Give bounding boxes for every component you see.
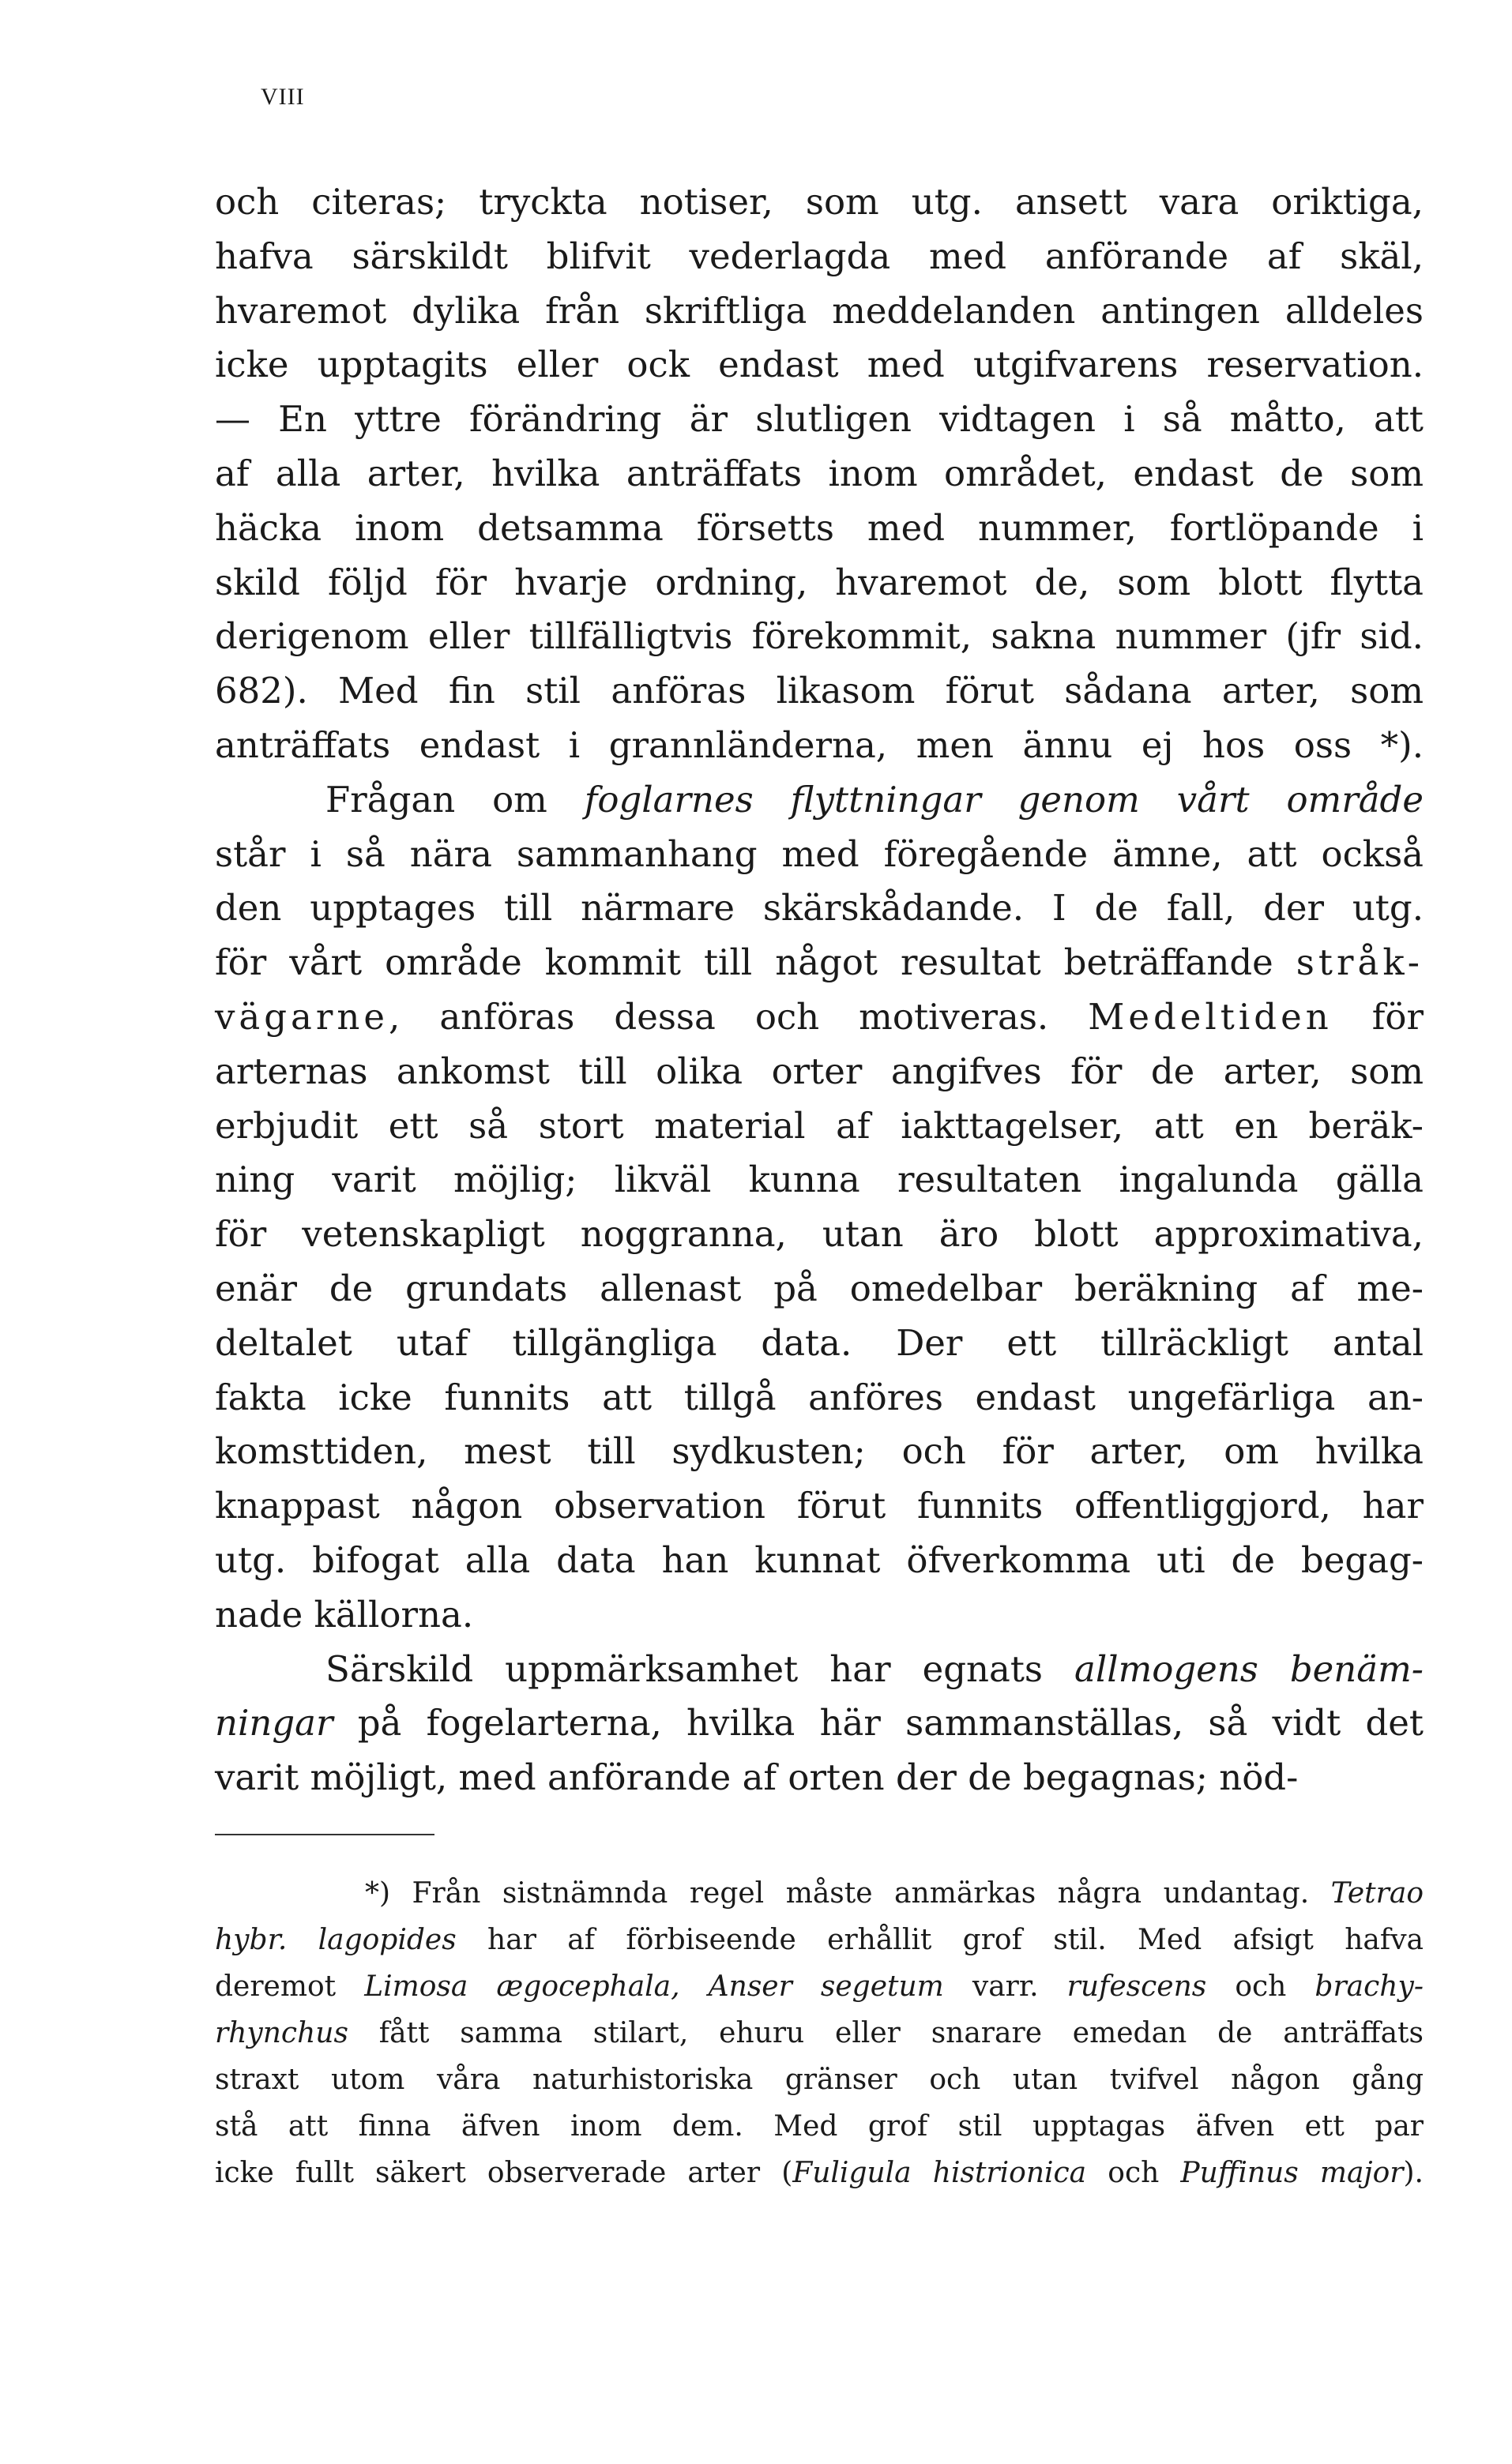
text-run: *) Från sistnämnda regel måste anmärkas några undantag. <box>365 1877 1331 1910</box>
text-line: hafva särskildt blifvit vederlagda med anförande af skäl, <box>215 235 1424 277</box>
italic-phrase: allmogens benäm- <box>1074 1647 1424 1690</box>
footnote-line <box>215 2010 1424 2056</box>
italic-taxon: Limosa ægocephala, Anser segetum <box>364 1970 944 2003</box>
italic-phrase: ningar <box>215 1702 333 1745</box>
text-line: nade källorna. <box>215 1593 474 1636</box>
page-number: VIII <box>261 84 305 110</box>
text-line: ning varit möjlig; likväl kunna resultaten ingalunda gälla <box>215 1159 1424 1201</box>
footnote-line <box>215 1917 1424 1963</box>
text-run: deremot <box>215 1970 365 2003</box>
italic-phrase: foglarnes flyttningar genom vårt område <box>584 778 1424 821</box>
text-run: , anföras dessa och motiveras. <box>389 995 1089 1038</box>
text-run: på fogelarterna, hvilka här sammanställas, så vidt det <box>333 1702 1424 1745</box>
footnote-divider <box>215 1834 434 1835</box>
italic-taxon: hybr. lagopides <box>215 1924 457 1956</box>
text-line <box>215 1643 1424 1697</box>
text-line <box>215 773 1424 828</box>
footnote-line <box>215 2056 1424 2103</box>
footnote-line <box>215 2150 1424 2196</box>
spaced-term: stråk- <box>1296 941 1424 984</box>
italic-taxon: rhynchus <box>215 2017 348 2049</box>
text-line: utg. bifogat alla data han kunnat öfverkomma uti de begag- <box>215 1538 1424 1581</box>
text-line: derigenom eller tillfälligtvis förekommit, sakna nummer (jfr sid. <box>215 615 1424 658</box>
text-run: för vårt område kommit till något resultat beträffande <box>215 941 1296 984</box>
text-line: komsttiden, mest till sydkusten; och för arter, om hvilka <box>215 1430 1424 1473</box>
text-run: fått samma stilart, ehuru eller snarare emedan de anträffats <box>348 2017 1424 2049</box>
text-line: skild följd för hvarje ordning, hvaremot de, som blott flytta <box>215 561 1424 603</box>
text-line: fakta icke funnits att tillgå anföres endast ungefärliga an- <box>215 1376 1424 1418</box>
footnote <box>215 1870 1424 2196</box>
text-run: stå att finna äfven inom dem. Med grof stil upptagas äfven ett par <box>215 2110 1424 2143</box>
text-line: hvaremot dylika från skriftliga meddelanden antingen alldeles <box>215 289 1424 332</box>
text-run: ). <box>1403 2157 1424 2189</box>
text-run: straxt utom våra naturhistoriska gränser och utan tvifvel någon gång <box>215 2064 1424 2096</box>
footnote-line <box>215 2103 1424 2150</box>
text-run: Särskild uppmärksamhet har egnats <box>325 1647 1074 1690</box>
text-line: knappast någon observation förut funnits offentliggjord, har <box>215 1485 1424 1527</box>
text-line: står i så nära sammanhang med föregående ämne, att också <box>215 832 1424 875</box>
italic-taxon: Puffinus major <box>1180 2157 1404 2189</box>
text-line: af alla arter, hvilka anträffats inom området, endast de som <box>215 452 1424 494</box>
text-line: den upptages till närmare skärskådande. I de fall, der utg. <box>215 887 1424 930</box>
spaced-term: Medeltiden <box>1088 995 1333 1038</box>
text-line: deltalet utaf tillgängliga data. Der ett tillräckligt antal <box>215 1321 1424 1364</box>
body-text <box>215 175 1424 1805</box>
text-run: icke fullt säkert observerade arter ( <box>215 2157 793 2189</box>
text-line <box>215 936 1424 990</box>
text-line: icke upptagits eller ock endast med utgifvarens reservation. <box>215 344 1424 386</box>
text-line: och citeras; tryckta notiser, som utg. ansett vara oriktiga, <box>215 181 1424 223</box>
italic-taxon: rufescens <box>1066 1970 1207 2003</box>
text-line: varit möjligt, med anförande af orten der de begagnas; nöd- <box>215 1756 1299 1799</box>
text-line: — En yttre förändring är slutligen vidtagen i så måtto, att <box>215 398 1424 441</box>
text-run: för <box>1332 995 1424 1038</box>
text-run: varr. <box>943 1970 1067 2003</box>
text-line: enär de grundats allenast på omedelbar beräkning af me- <box>215 1267 1424 1309</box>
text-line: häcka inom detsamma försetts med nummer, fortlöpande i <box>215 506 1424 549</box>
italic-taxon: brachy- <box>1315 1970 1424 2003</box>
text-line: 682). Med fin stil anföras likasom förut sådana arter, som <box>215 670 1424 712</box>
spaced-term: vägarne <box>215 995 389 1038</box>
text-run: och <box>1086 2157 1181 2189</box>
text-line: för vetenskapligt noggranna, utan äro blott approximativa, <box>215 1213 1424 1256</box>
text-line <box>215 1696 1424 1751</box>
italic-taxon: Fuligula histrionica <box>792 2157 1087 2189</box>
italic-taxon: Tetrao <box>1330 1877 1424 1910</box>
footnote-line <box>215 1870 1424 1917</box>
text-run: Frågan om <box>325 778 585 821</box>
text-run: och <box>1206 1970 1315 2003</box>
text-line: arternas ankomst till olika orter angifves för de arter, som <box>215 1050 1424 1092</box>
text-run: har af förbiseende erhållit grof stil. Med afsigt hafva <box>456 1924 1424 1956</box>
text-line: erbjudit ett så stort material af iakttagelser, att en beräk- <box>215 1104 1424 1147</box>
text-line <box>215 990 1424 1045</box>
footnote-line <box>215 1963 1424 2010</box>
text-line: anträffats endast i grannländerna, men ännu ej hos oss *). <box>215 723 1424 766</box>
